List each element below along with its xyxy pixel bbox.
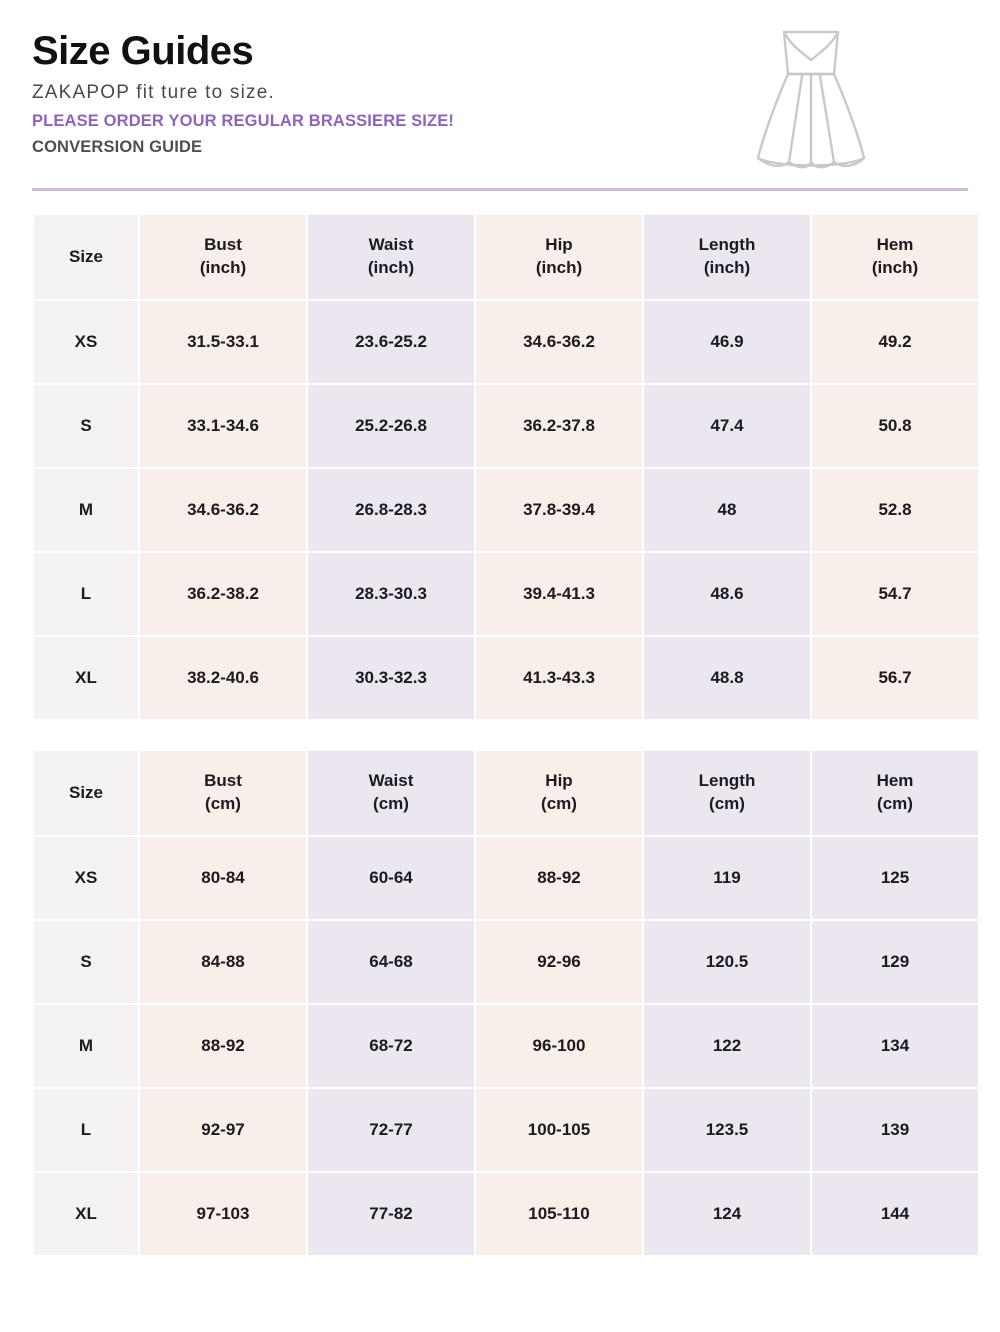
cell-hem: 52.8 [812, 469, 978, 551]
cell-hip: 88-92 [476, 837, 642, 919]
cell-length: 122 [644, 1005, 810, 1087]
cell-hip: 105-110 [476, 1173, 642, 1255]
col-header-size: Size [34, 215, 138, 299]
cell-hip: 41.3-43.3 [476, 637, 642, 719]
size-notice: PLEASE ORDER YOUR REGULAR BRASSIERE SIZE! [32, 112, 455, 130]
table-row [34, 1173, 978, 1255]
cell-hip: 37.8-39.4 [476, 469, 642, 551]
cell-size: S [34, 385, 138, 467]
col-header-length: Length (inch) [644, 215, 810, 299]
cell-hip: 34.6-36.2 [476, 301, 642, 383]
cell-length: 46.9 [644, 301, 810, 383]
cell-hip: 39.4-41.3 [476, 553, 642, 635]
cell-size: XL [34, 1173, 138, 1255]
cell-bust: 92-97 [140, 1089, 306, 1171]
cell-size: M [34, 1005, 138, 1087]
cell-length: 48.6 [644, 553, 810, 635]
table-row [34, 837, 978, 919]
page-header [32, 0, 968, 172]
cell-waist: 60-64 [308, 837, 474, 919]
cell-waist: 64-68 [308, 921, 474, 1003]
col-header-bust: Bust (inch) [140, 215, 306, 299]
cell-hip: 96-100 [476, 1005, 642, 1087]
col-header-hip: Hip (cm) [476, 751, 642, 835]
cell-waist: 77-82 [308, 1173, 474, 1255]
col-header-waist: Waist (inch) [308, 215, 474, 299]
size-table-cm [32, 749, 980, 1257]
cell-size: S [34, 921, 138, 1003]
cell-hem: 144 [812, 1173, 978, 1255]
cell-hem: 49.2 [812, 301, 978, 383]
cell-length: 119 [644, 837, 810, 919]
cell-bust: 34.6-36.2 [140, 469, 306, 551]
size-table-inch [32, 213, 980, 721]
table-header-row [34, 215, 978, 299]
cell-size: XL [34, 637, 138, 719]
cell-waist: 68-72 [308, 1005, 474, 1087]
cell-hip: 100-105 [476, 1089, 642, 1171]
cell-waist: 25.2-26.8 [308, 385, 474, 467]
table-row [34, 469, 978, 551]
cell-hem: 139 [812, 1089, 978, 1171]
cell-hem: 125 [812, 837, 978, 919]
cell-length: 124 [644, 1173, 810, 1255]
table-row [34, 637, 978, 719]
cell-bust: 31.5-33.1 [140, 301, 306, 383]
table-row [34, 301, 978, 383]
conversion-guide-label: CONVERSION GUIDE [32, 138, 203, 156]
cell-hem: 54.7 [812, 553, 978, 635]
cell-bust: 38.2-40.6 [140, 637, 306, 719]
col-header-length: Length (cm) [644, 751, 810, 835]
cell-hip: 92-96 [476, 921, 642, 1003]
cell-size: M [34, 469, 138, 551]
table-header-row [34, 751, 978, 835]
col-header-hip: Hip (inch) [476, 215, 642, 299]
cell-waist: 30.3-32.3 [308, 637, 474, 719]
table-row [34, 921, 978, 1003]
cell-waist: 26.8-28.3 [308, 469, 474, 551]
col-header-waist: Waist (cm) [308, 751, 474, 835]
cell-size: XS [34, 837, 138, 919]
cell-hip: 36.2-37.8 [476, 385, 642, 467]
cell-size: L [34, 553, 138, 635]
cell-bust: 84-88 [140, 921, 306, 1003]
cell-bust: 88-92 [140, 1005, 306, 1087]
header-divider [32, 188, 968, 191]
dress-icon [746, 22, 876, 182]
brand-subtitle: ZAKAPOP fit ture to size. [32, 82, 275, 103]
cell-bust: 97-103 [140, 1173, 306, 1255]
cell-waist: 72-77 [308, 1089, 474, 1171]
cell-waist: 23.6-25.2 [308, 301, 474, 383]
table-row [34, 1005, 978, 1087]
cell-bust: 80-84 [140, 837, 306, 919]
table-row [34, 385, 978, 467]
page-title: Size Guides [32, 29, 254, 73]
cell-length: 48.8 [644, 637, 810, 719]
table-row [34, 1089, 978, 1171]
cell-size: L [34, 1089, 138, 1171]
cell-hem: 56.7 [812, 637, 978, 719]
cell-waist: 28.3-30.3 [308, 553, 474, 635]
col-header-size: Size [34, 751, 138, 835]
cell-length: 123.5 [644, 1089, 810, 1171]
cell-bust: 36.2-38.2 [140, 553, 306, 635]
col-header-hem: Hem (inch) [812, 215, 978, 299]
table-row [34, 553, 978, 635]
cell-size: XS [34, 301, 138, 383]
col-header-hem: Hem (cm) [812, 751, 978, 835]
cell-hem: 134 [812, 1005, 978, 1087]
cell-hem: 129 [812, 921, 978, 1003]
cell-hem: 50.8 [812, 385, 978, 467]
cell-length: 120.5 [644, 921, 810, 1003]
col-header-bust: Bust (cm) [140, 751, 306, 835]
cell-length: 47.4 [644, 385, 810, 467]
cell-length: 48 [644, 469, 810, 551]
cell-bust: 33.1-34.6 [140, 385, 306, 467]
